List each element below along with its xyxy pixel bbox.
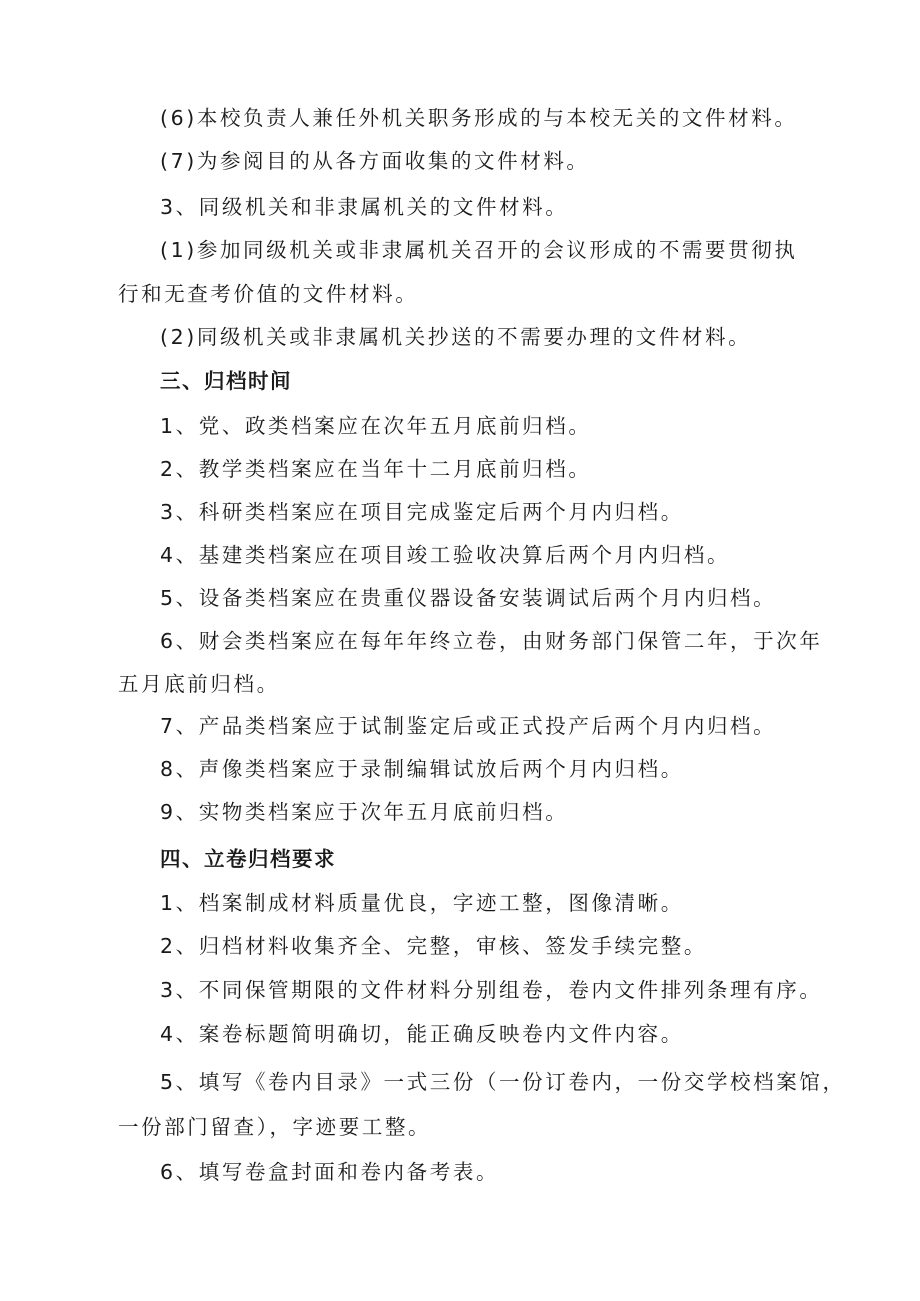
text-line: 3、科研类档案应在项目完成鉴定后两个月内归档。 [160,500,684,524]
text-line: 6、填写卷盒封面和卷内备考表。 [160,1160,500,1184]
text-line: 8、声像类档案应于录制编辑试放后两个月内归档。 [160,757,684,781]
text-line: 5、填写《卷内目录》一式三份（一份订卷内，一份交学校档案馆， [160,1070,846,1094]
section-heading: 三、归档时间 [160,369,292,393]
text-line: 4、基建类档案应在项目竣工验收决算后两个月内归档。 [160,543,731,567]
text-line: 5、设备类档案应在贵重仪器设备安装调试后两个月内归档。 [160,586,777,610]
text-line: 五月底前归档。 [118,672,280,696]
text-line: 2、教学类档案应在当年十二月底前归档。 [160,457,592,481]
text-line: 3、不同保管期限的文件材料分别组卷，卷内文件排列条理有序。 [160,978,823,1002]
text-line: (6)本校负责人兼任外机关职务形成的与本校无关的文件材料。 [160,106,798,130]
text-line: 1、党、政类档案应在次年五月底前归档。 [160,414,592,438]
text-line: (1)参加同级机关或非隶属机关召开的会议形成的不需要贯彻执 [160,238,798,262]
text-line: 7、产品类档案应于试制鉴定后或正式投产后两个月内归档。 [160,714,777,738]
text-line: 3、同级机关和非隶属机关的文件材料。 [160,195,569,219]
text-line: 9、实物类档案应于次年五月底前归档。 [160,800,569,824]
text-line: 4、案卷标题简明确切，能正确反映卷内文件内容。 [160,1022,684,1046]
text-line: (2)同级机关或非隶属机关抄送的不需要办理的文件材料。 [160,325,752,349]
text-line: 1、档案制成材料质量优良，字迹工整，图像清晰。 [160,891,684,915]
text-line: 一份部门留查），字迹要工整。 [118,1115,432,1139]
text-line: 行和无查考价值的文件材料。 [118,282,419,306]
text-line: 2、归档材料收集齐全、完整，审核、签发手续完整。 [160,934,707,958]
text-line: (7)为参阅目的从各方面收集的文件材料。 [160,149,590,173]
text-line: 6、财会类档案应在每年年终立卷，由财务部门保管二年，于次年 [160,629,823,653]
section-heading: 四、立卷归档要求 [160,847,336,871]
